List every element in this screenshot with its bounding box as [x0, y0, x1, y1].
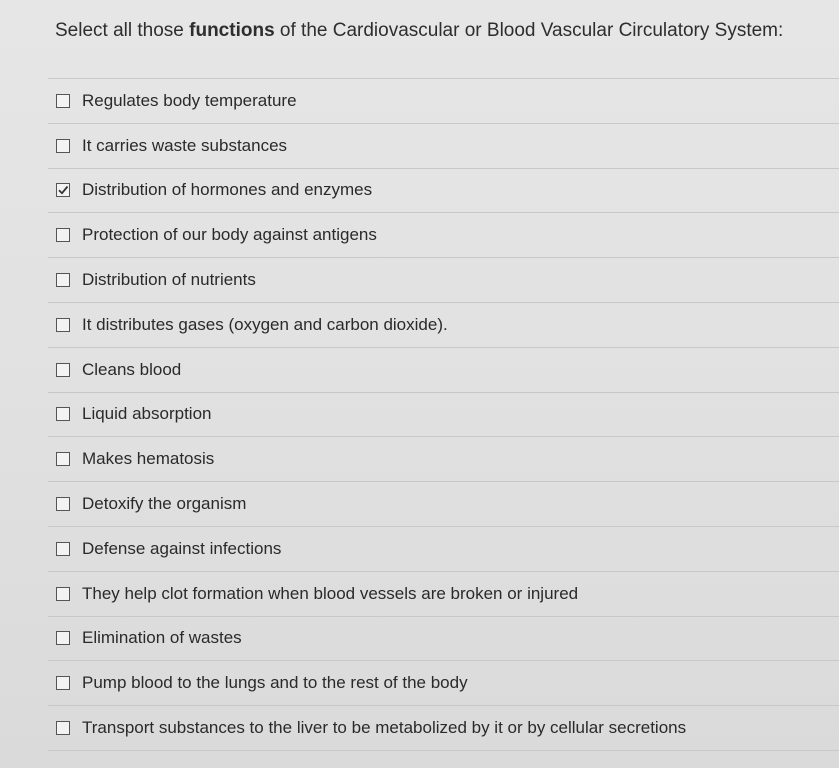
option-label: They help clot formation when blood vessels are broken or injured [82, 583, 579, 603]
option-row[interactable] [48, 79, 839, 124]
option-row[interactable] [48, 258, 839, 303]
options-list [48, 79, 839, 751]
option-label: Pump blood to the lungs and to the rest of the body [82, 673, 468, 693]
option-label: Defense against infections [82, 538, 282, 558]
checkbox[interactable] [56, 497, 70, 511]
option-row[interactable] [48, 706, 839, 751]
checkbox[interactable] [56, 587, 70, 601]
option-label: Liquid absorption [82, 404, 212, 424]
option-row[interactable] [48, 213, 839, 258]
checkbox[interactable] [56, 273, 70, 287]
checkbox[interactable] [56, 139, 70, 153]
checkbox[interactable] [56, 676, 70, 690]
checkbox[interactable] [56, 318, 70, 332]
option-row[interactable] [48, 348, 839, 393]
option-label: It carries waste substances [82, 135, 288, 155]
option-label: Transport substances to the liver to be metabolized by it or by cellular secretions [82, 718, 687, 738]
option-row[interactable] [48, 617, 839, 662]
option-label: Elimination of wastes [82, 628, 242, 648]
option-row[interactable] [48, 661, 839, 706]
option-label: Regulates body temperature [82, 90, 297, 110]
option-label: It distributes gases (oxygen and carbon dioxide). [82, 314, 448, 334]
option-row[interactable] [48, 169, 839, 214]
option-row[interactable] [48, 527, 839, 572]
option-row[interactable] [48, 482, 839, 527]
checkbox[interactable] [56, 363, 70, 377]
checkbox[interactable] [56, 183, 70, 197]
option-row[interactable] [48, 393, 839, 438]
checkbox[interactable] [56, 94, 70, 108]
option-label: Distribution of hormones and enzymes [82, 180, 373, 200]
checkbox[interactable] [56, 452, 70, 466]
checkbox[interactable] [56, 542, 70, 556]
question-prefix: Select all those [55, 20, 190, 41]
checkbox[interactable] [56, 228, 70, 242]
option-label: Cleans blood [82, 359, 182, 379]
option-row[interactable] [48, 303, 839, 348]
option-label: Makes hematosis [82, 449, 215, 469]
question-suffix: of the Cardiovascular or Blood Vascular Circulatory System: [274, 20, 784, 41]
option-label: Detoxify the organism [82, 494, 247, 514]
checkbox[interactable] [56, 407, 70, 421]
option-row[interactable] [48, 437, 839, 482]
checkbox[interactable] [56, 721, 70, 735]
checkbox[interactable] [56, 631, 70, 645]
checkmark-icon [57, 184, 69, 196]
option-row[interactable] [48, 572, 839, 617]
question-emphasis: functions [189, 20, 275, 41]
question-prompt [55, 20, 783, 42]
option-label: Protection of our body against antigens [82, 225, 377, 245]
option-row[interactable] [48, 124, 839, 169]
option-label: Distribution of nutrients [82, 270, 256, 290]
